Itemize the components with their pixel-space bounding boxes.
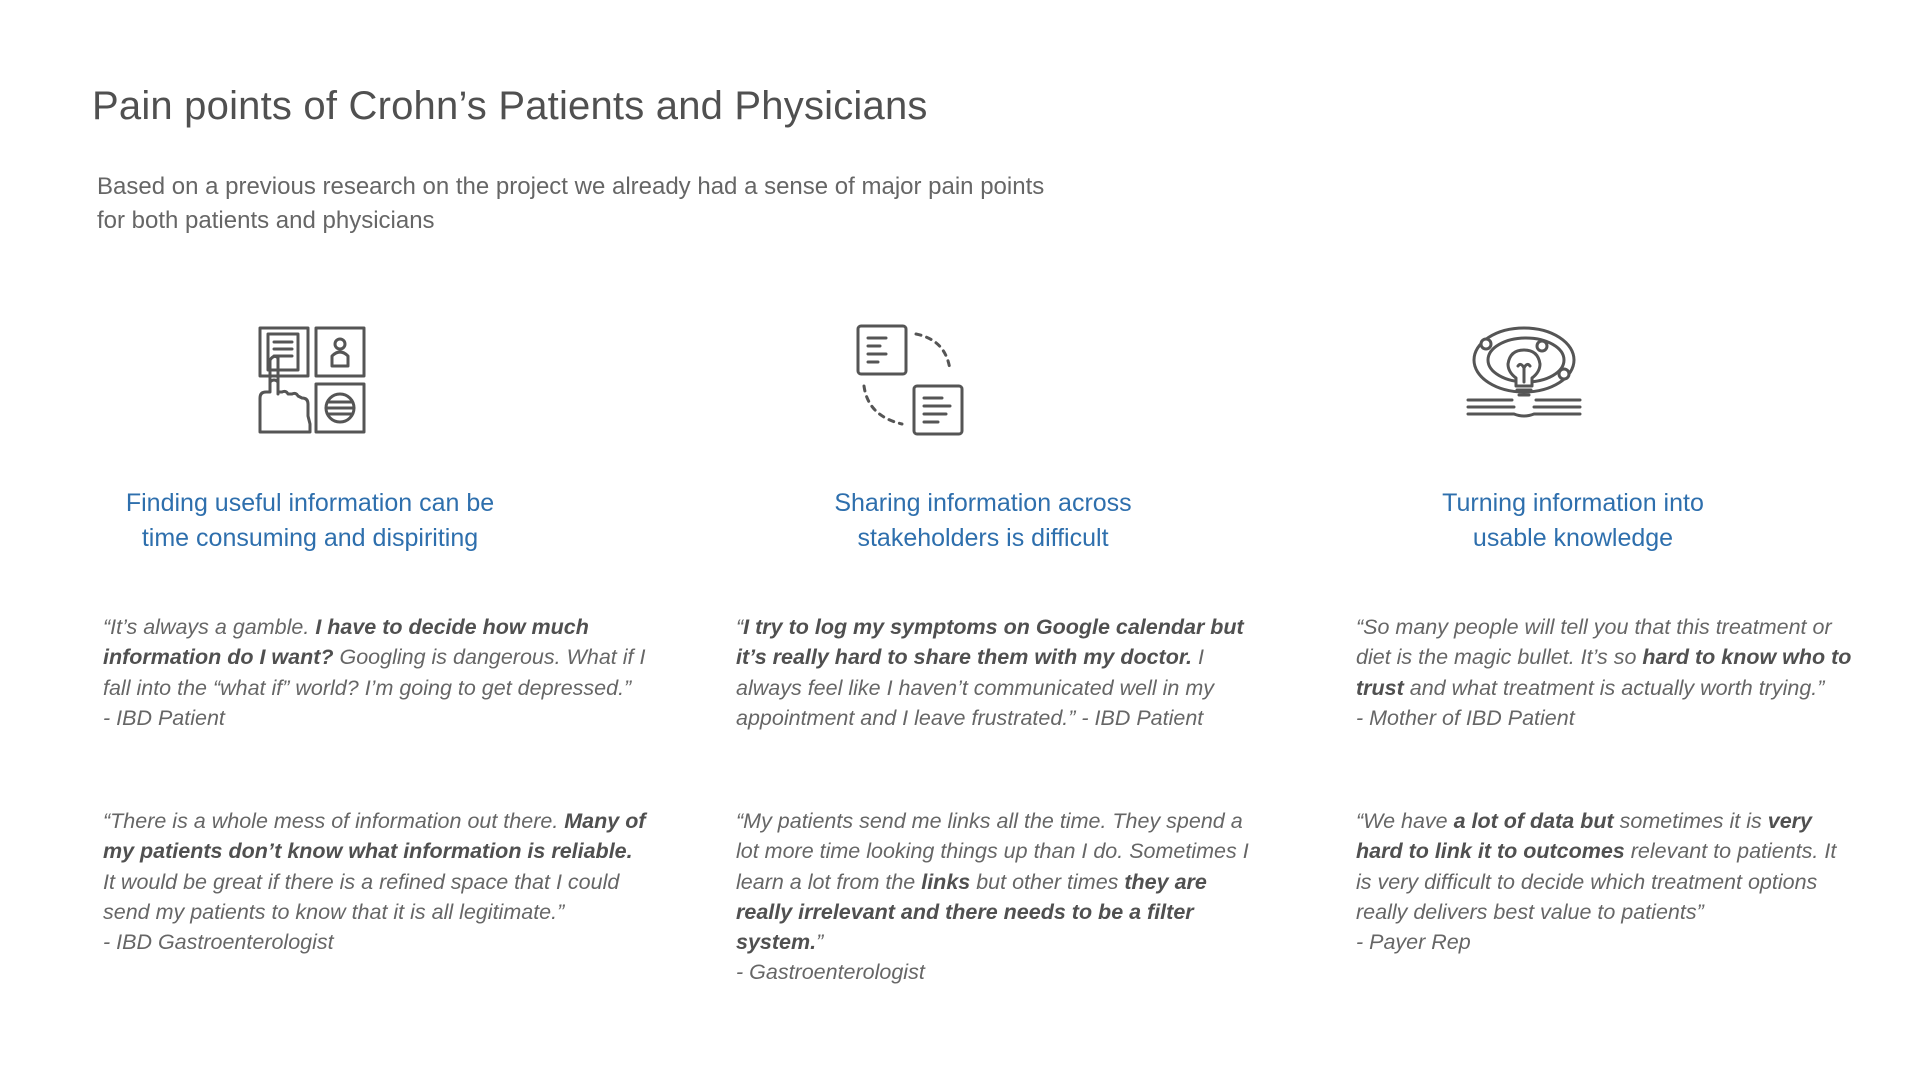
heading-line: usable knowledge xyxy=(1472,524,1674,552)
quote-caregiver: “So many people will tell you that this treatment or diet is the magic bullet. It’s so hard to know who to trust and what treatment is actually worth trying.” - Mother of IBD Patient xyxy=(1356,612,1856,733)
quote-attribution: - Mother of IBD Patient xyxy=(1356,705,1575,730)
quote-gastroenterologist: “My patients send me links all the time. They spend a lot more time looking things up than I do. Sometimes I learn a lot from the links but other times they are really irrelevant and there needs to be a filter system.” - Gastroenterologist xyxy=(736,806,1266,988)
search-information-icon xyxy=(250,320,370,440)
quote-attribution: - Payer Rep xyxy=(1356,930,1471,955)
pain-point-heading xyxy=(110,486,510,556)
quote-patient: “I try to log my symptoms on Google calendar but it’s really hard to share them with my doctor. I always feel like I haven’t communicated well in my appointment and I leave frustrated.” - IBD Patient xyxy=(736,615,1244,730)
page-title: Pain points of Crohn’s Patients and Physicians xyxy=(92,84,928,128)
quote-attribution: - IBD Gastroenterologist xyxy=(103,930,334,955)
share-documents-icon xyxy=(850,320,970,440)
heading-line: time consuming and dispiriting xyxy=(141,524,479,552)
heading-line: Sharing information across xyxy=(834,489,1132,517)
quote-attribution: - IBD Patient xyxy=(103,705,225,730)
pain-point-heading xyxy=(783,486,1183,556)
quote-attribution: - Gastroenterologist xyxy=(736,960,925,985)
page-subtitle: Based on a previous research on the project we already had a sense of major pain points for both patients and physicians xyxy=(97,173,1045,234)
heading-line: Finding useful information can be xyxy=(125,489,495,517)
quote-gastroenterologist: “There is a whole mess of information out there. Many of my patients don’t know what information is reliable. It would be great if there is a refined space that I could send my patients to know that it is all legitimate.” - IBD Gastroenterologist xyxy=(103,806,648,957)
heading-line: stakeholders is difficult xyxy=(857,524,1109,552)
pain-point-heading xyxy=(1373,486,1773,556)
quote-payer: “We have a lot of data but sometimes it is very hard to link it to outcomes relevant to patients. It is very difficult to decide which treatment options really delivers best value to patients” - Payer Rep xyxy=(1356,806,1856,957)
quote-patient: “It’s always a gamble. I have to decide how much information do I want? Googling is dangerous. What if I fall into the “what if” world? I’m going to get depressed.” - IBD Patient xyxy=(103,612,648,733)
lightbulb-book-icon xyxy=(1464,320,1584,440)
heading-line: Turning information into xyxy=(1442,489,1704,517)
